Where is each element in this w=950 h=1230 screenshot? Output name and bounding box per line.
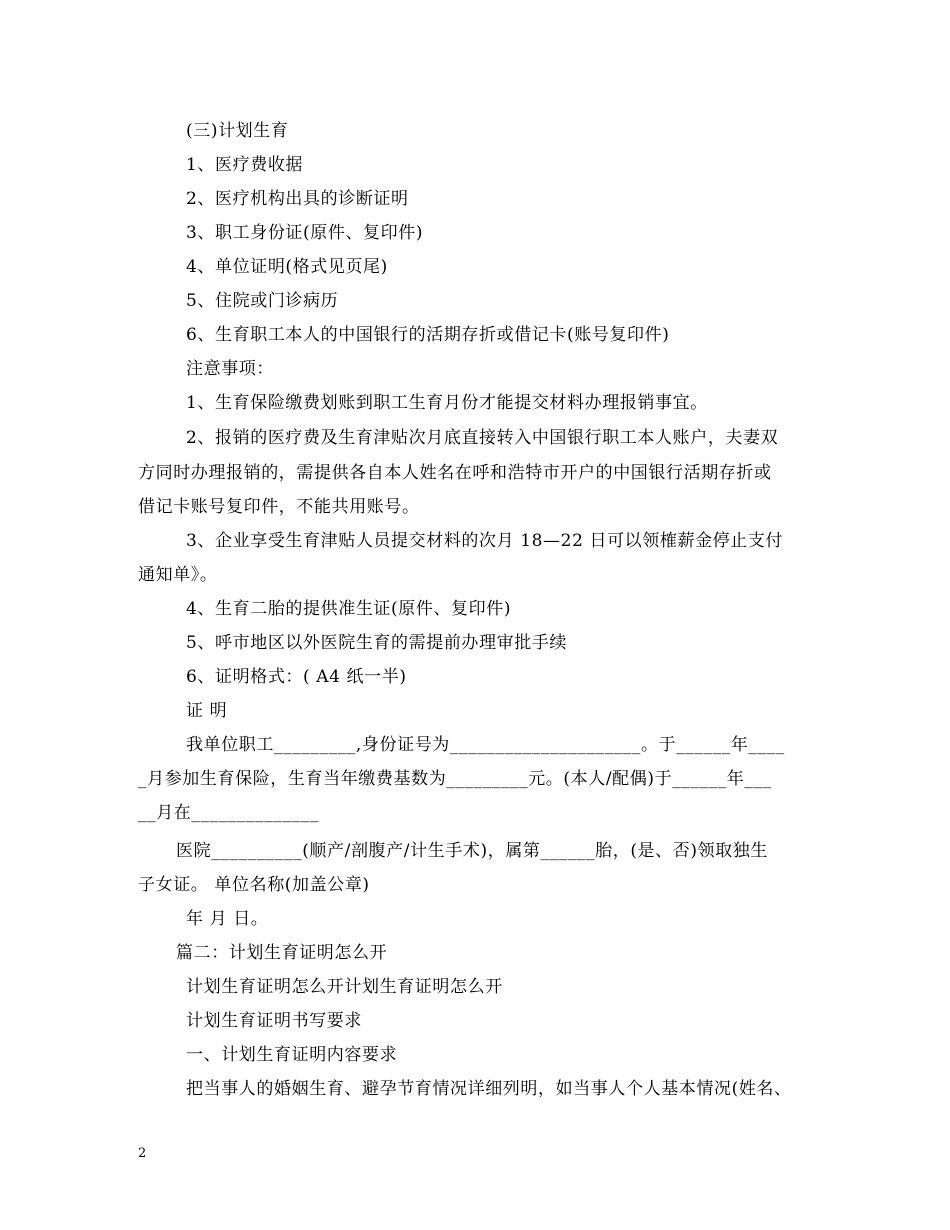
note-item: 6、证明格式：( A4 纸一半) — [186, 667, 407, 687]
paragraph: 计划生育证明怎么开计划生育证明怎么开 — [186, 977, 503, 997]
note-item: 3、企业享受生育津贴人员提交材料的次月 18—22 日可以领榷薪金停止支付 — [186, 531, 784, 551]
chapter-heading: 篇二：计划生育证明怎么开 — [176, 943, 388, 963]
certificate-text: __月在______________ — [138, 803, 319, 823]
paragraph: 把当事人的婚姻生育、避孕节育情况详细列明，如当事人个人基本情况(姓名、 — [186, 1079, 792, 1099]
note-item-continued: 方同时办理报销的，需提供各自本人姓名在呼和浩特市开户的中国银行活期存折或 — [138, 463, 772, 483]
note-item: 4、生育二胎的提供准生证(原件、复印件) — [186, 599, 512, 619]
note-item-continued: 通知单》。 — [138, 565, 218, 585]
certificate-text: 医院__________(顺产/剖腹产/计生手术)，属第______胎，(是、否)领取独生 — [176, 841, 768, 861]
subsection-heading: 一、计划生育证明内容要求 — [186, 1045, 398, 1065]
notes-heading: 注意事项： — [186, 359, 274, 379]
note-item-continued: 借记卡账号复印件，不能共用账号。 — [138, 497, 420, 517]
list-item: 1、医疗费收据 — [186, 155, 304, 175]
section-heading: (三)计划生育 — [186, 121, 289, 141]
list-item: 2、医疗机构出具的诊断证明 — [186, 189, 409, 209]
note-item: 1、生育保险缴费划账到职工生育月份才能提交材料办理报销事宜。 — [186, 393, 708, 413]
certificate-title: 证 明 — [186, 701, 228, 721]
paragraph: 计划生育证明书写要求 — [186, 1011, 362, 1031]
list-item: 4、单位证明(格式见页尾) — [186, 257, 388, 277]
list-item: 5、住院或门诊病历 — [186, 291, 339, 311]
certificate-text: 我单位职工_________,身份证号为_____________________。于______年____ — [186, 735, 785, 755]
certificate-text: _月参加生育保险，生育当年缴费基数为_________元。(本人/配偶)于______年___ — [138, 769, 772, 789]
note-item: 2、报销的医疗费及生育津贴次月底直接转入中国银行职工本人账户，夫妻双 — [186, 428, 779, 448]
page-number: 2 — [138, 1146, 147, 1161]
list-item: 6、生育职工本人的中国银行的活期存折或借记卡(账号复印件) — [186, 325, 670, 345]
note-item: 5、呼市地区以外医院生育的需提前办理审批手续 — [186, 633, 568, 653]
list-item: 3、职工身份证(原件、复印件) — [186, 223, 424, 243]
certificate-text: 子女证。 单位名称(加盖公章) — [138, 875, 370, 895]
certificate-date: 年 月 日。 — [186, 909, 269, 929]
